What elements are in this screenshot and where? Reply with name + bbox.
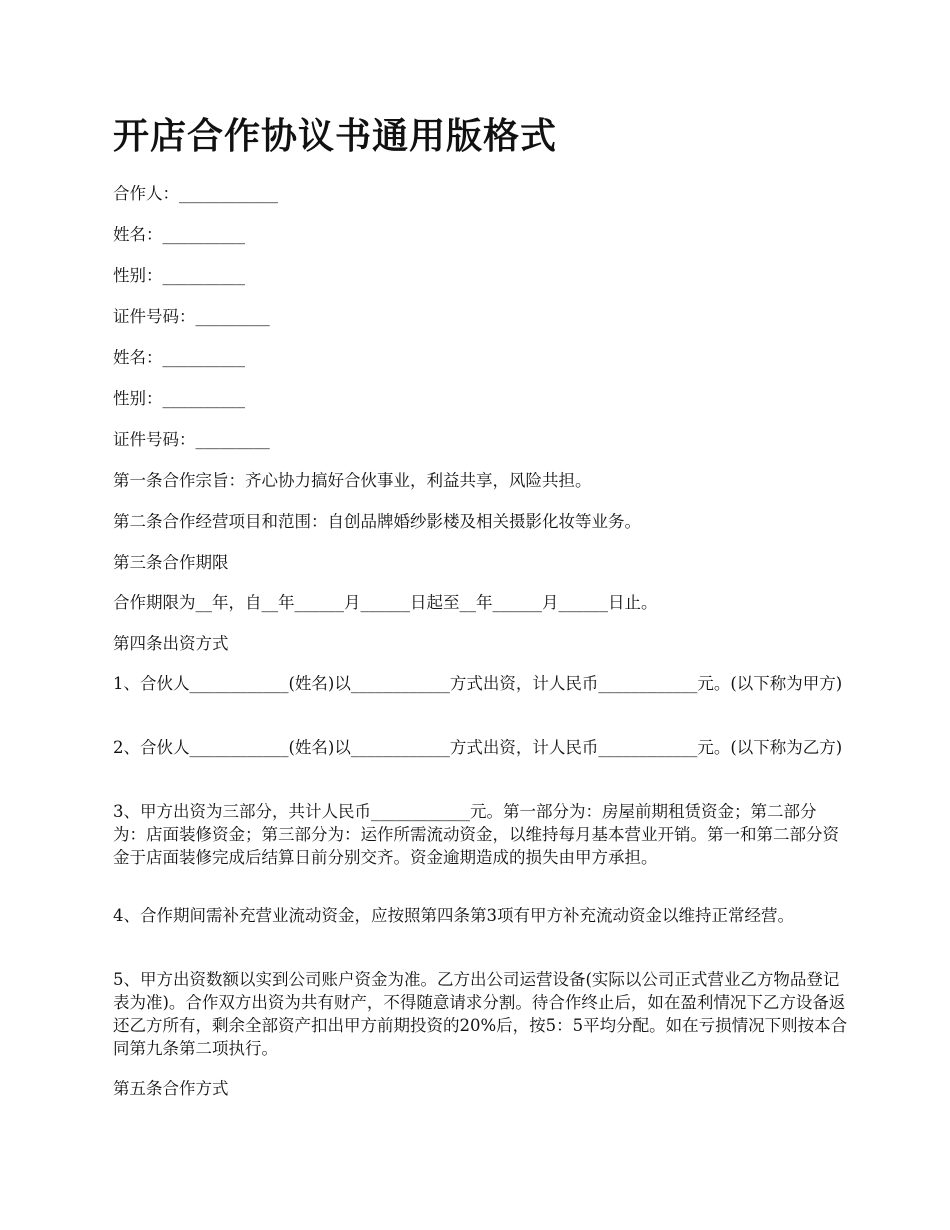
- article-4-heading: 第四条出资方式: [113, 634, 229, 653]
- article-3-heading: 第三条合作期限: [113, 553, 229, 572]
- term-clause: 合作期限为__年，自__年______月______日起至__年______月______日止。: [113, 593, 658, 612]
- clause-4-4: 4、合作期间需补充营业流动资金，应按照第四条第3项有甲方补充流动资金以维持正常经营。: [113, 906, 794, 925]
- id-number-field-1: 证件号码：_________: [113, 307, 270, 326]
- article-1: 第一条合作宗旨：齐心协力搞好合伙事业，利益共享，风险共担。: [113, 471, 592, 490]
- clause-4-2: 2、合伙人____________(姓名)以____________方式出资，计人民币____________元。(以下称为乙方): [113, 738, 843, 757]
- name-field-2: 姓名：__________: [113, 348, 245, 367]
- clause-4-1: 1、合伙人____________(姓名)以____________方式出资，计人民币____________元。(以下称为甲方): [113, 674, 843, 693]
- document-title: 开店合作协议书通用版格式: [113, 116, 558, 157]
- article-5-heading: 第五条合作方式: [113, 1079, 229, 1098]
- id-number-field-2: 证件号码：_________: [113, 430, 270, 449]
- article-2: 第二条合作经营项目和范围：自创品牌婚纱影楼及相关摄影化妆等业务。: [113, 512, 641, 531]
- gender-field-2: 性别：__________: [113, 389, 245, 408]
- gender-field-1: 性别：__________: [113, 266, 245, 285]
- clause-4-3: 3、甲方出资为三部分，共计人民币____________元。第一部分为：房屋前期租赁资金；第二部分为：店面装修资金；第三部分为：运作所需流动资金，以维持每月基本营业开销。第一和第二部分资金于店面装修完成后结算日前分别交齐。资金逾期造成的损失由甲方承担。: [113, 802, 839, 867]
- clause-4-5: 5、甲方出资数额以实到公司账户资金为准。乙方出公司运营设备(实际以公司正式营业乙方物品登记表为准)。合作双方出资为共有财产，不得随意请求分割。待合作终止后，如在盈利情况下乙方设备返还乙方所有，剩余全部资产扣出甲方前期投资的20%后，按5：5平均分配。如在亏损情况下则按本合同第九条第二项执行。: [113, 970, 848, 1058]
- name-field-1: 姓名：__________: [113, 225, 245, 244]
- partner-field: 合作人：____________: [113, 184, 278, 203]
